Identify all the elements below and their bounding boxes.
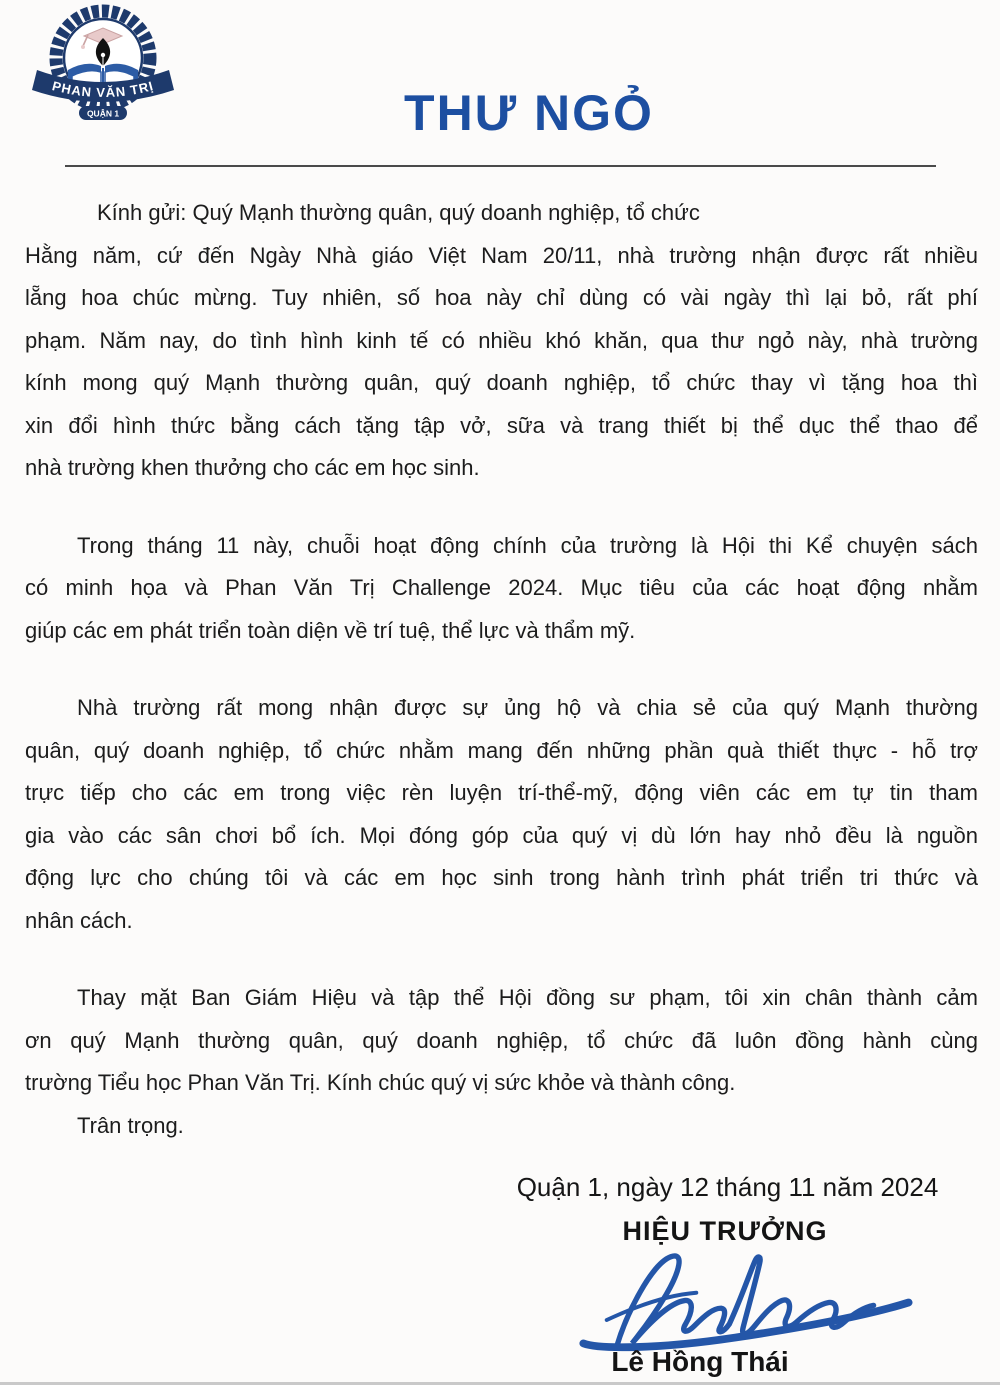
letter-line: lẵng hoa chúc mừng. Tuy nhiên, số hoa này chỉ dùng có vài ngày thì lại bỏ, rất phí — [25, 285, 978, 310]
letter-line: gia vào các sân chơi bổ ích. Mọi đóng góp của quý vị dù lớn hay nhỏ đều là nguồn — [25, 822, 978, 848]
signer-title: HIỆU TRƯỞNG — [622, 1216, 828, 1246]
letter-line: nhà trường khen thưởng cho các em học sinh. — [25, 455, 480, 480]
header-divider — [65, 165, 936, 167]
date-line: Quận 1, ngày 12 tháng 11 năm 2024 — [516, 1172, 939, 1202]
letter-line: trực tiếp cho các em trong việc rèn luyện trí-thể-mỹ, động viên các em tự tin tham — [25, 780, 978, 805]
signature — [555, 1246, 935, 1358]
letter-line: có minh họa và Phan Văn Trị Challenge 2024. Mục tiêu của các hoạt động nhằm — [25, 575, 978, 600]
letter-line: phạm. Năm nay, do tình hình kinh tế có nhiều khó khăn, qua thư ngỏ này, nhà trường — [25, 327, 978, 353]
logo-school-name: PHAN VĂN TRỊ — [50, 78, 156, 101]
letter-line: trường Tiểu học Phan Văn Trị. Kính chúc quý vị sức khỏe và thành công. — [25, 1070, 736, 1095]
signature-icon — [555, 1246, 935, 1358]
closing-line: Trân trọng. — [77, 1112, 184, 1138]
letter-line: quân, quý doanh nghiệp, tổ chức nhằm mang đến những phần quà thiết thực - hỗ trợ — [25, 737, 978, 763]
letter-body — [25, 192, 978, 1147]
salutation-line: Kính gửi: Quý Mạnh thường quân, quý doanh nghiệp, tổ chức — [97, 200, 700, 225]
signer-name: Lê Hồng Thái — [611, 1346, 789, 1377]
logo-district: QUẬN 1 — [86, 108, 120, 119]
letter-line: ơn quý Mạnh thường quân, quý doanh nghiệp, tổ chức đã luôn đồng hành cùng — [25, 1027, 978, 1053]
letter-line: giúp các em phát triển toàn diện về trí tuệ, thể lực và thẩm mỹ. — [25, 617, 636, 643]
letter-line: nhân cách. — [25, 907, 133, 933]
letter-line: động lực cho chúng tôi và các em học sinh trong hành trình phát triển tri thức và — [25, 865, 978, 890]
letter-line: Hằng năm, cứ đến Ngày Nhà giáo Việt Nam 20/11, nhà trường nhận được rất nhiều — [25, 242, 978, 268]
letter-line: xin đổi hình thức bằng cách tặng tập vở, sữa và trang thiết bị thể dục thể thao để — [25, 412, 978, 438]
letter-line: Nhà trường rất mong nhận được sự ủng hộ và chia sẻ của quý Mạnh thường — [77, 695, 978, 720]
letter-line: kính mong quý Mạnh thường quân, quý doanh nghiệp, tổ chức thay vì tặng hoa thì — [25, 370, 978, 395]
page-title: THƯ NGỎ — [404, 85, 654, 141]
letter-line: Trong tháng 11 này, chuỗi hoạt động chính của trường là Hội thi Kể chuyện sách — [77, 532, 978, 558]
letter-line: Thay mặt Ban Giám Hiệu và tập thể Hội đồng sư phạm, tôi xin chân thành cảm — [77, 985, 978, 1010]
